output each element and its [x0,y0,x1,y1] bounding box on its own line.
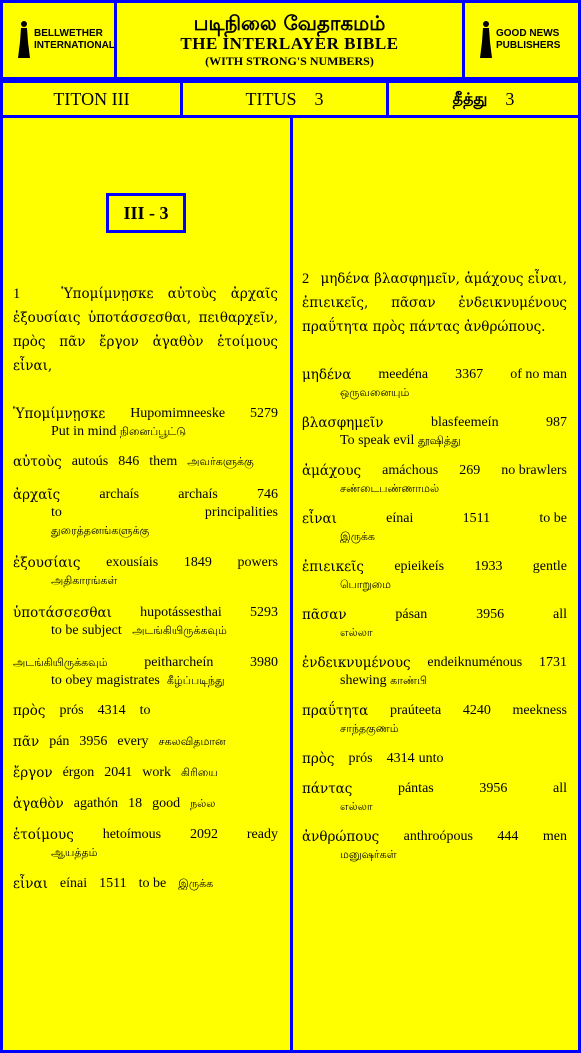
transliteration: anthroópous [403,829,473,844]
english-gloss: to [139,703,151,718]
greek-word: πάντας [302,781,353,797]
english-gloss: good [152,796,181,811]
english-gloss: them [149,454,178,469]
left-column [13,282,278,893]
transliteration: eínai [59,876,88,891]
tamil-gloss: நினைப்பூட்டு [119,425,187,438]
word-entry [302,558,567,594]
greek-word: εἶναι [302,511,337,527]
english-gloss: powers [237,555,278,570]
word-entry [302,366,567,402]
transliteration: hetoímous [102,827,162,842]
title-tamil: படிநிலை வேதாகமம் [193,11,386,35]
english-gloss: to principalities [51,505,278,520]
transliteration: amáchous [382,463,439,478]
transliteration: pán [49,734,70,749]
right-logo [462,0,581,80]
transliteration: endeiknuménous [427,655,523,670]
tamil-gloss: தூஷித்து [417,434,461,447]
greek-word: βλασφημεῖν [302,415,384,431]
ref-middle-book: TITUS [245,88,297,109]
word-entry [13,604,278,640]
tamil-gloss: மனுஷர்கள் [340,848,397,861]
strong-number: 987 [546,415,567,430]
english-gloss: all [553,607,567,622]
english-gloss: to obey magistrates [51,673,160,688]
strong-number: 4314 [386,751,415,766]
strong-number: 5279 [249,406,278,421]
transliteration: prós [59,703,84,718]
tamil-gloss: அவர்களுக்கு [187,455,254,468]
strong-number: 746 [257,487,278,502]
word-entry [13,733,278,751]
english-gloss: gentle [532,559,567,574]
tamil-gloss: இருக்க [340,530,375,543]
tamil-gloss: இருக்க [178,877,214,890]
word-entry [302,462,567,498]
strong-number: 846 [118,454,140,469]
tamil-gloss: காண்பி [390,674,427,687]
greek-word: ἐνδεικνυμένους [302,655,411,671]
tamil-gloss: துரைத்தனங்களுக்கு [51,524,150,537]
transliteration: exousíais [106,555,159,570]
greek-word: ἐξουσίαις [13,555,81,571]
tamil-gloss: ஆயத்தம் [51,846,98,859]
word-entry [13,875,278,893]
english-gloss: work [142,765,171,780]
greek-word: அடங்கியிருக்கவும் [13,656,108,669]
transliteration: autoús [71,454,109,469]
transliteration: pántas [397,781,434,796]
strong-number: 1933 [474,559,503,574]
greek-word: αὐτοὺς [13,454,62,470]
verse-2 [302,267,567,339]
word-entry [302,780,567,816]
strong-number: 1511 [462,511,491,526]
word-entry [13,654,278,690]
transliteration: praúteeta [389,703,442,718]
transliteration: pásan [395,607,428,622]
transliteration: Hupomimneeske [130,406,226,421]
english-gloss: Put in mind [51,424,117,439]
english-gloss: of no man [510,367,567,382]
english-gloss: meekness [512,703,567,718]
transliteration: peitharcheín [144,655,214,670]
greek-word: πρὸς [13,703,46,719]
greek-word: ἔργον [13,765,53,781]
transliteration: epieikeís [394,559,445,574]
english-gloss: to be [138,876,167,891]
word-entry [13,453,278,471]
word-entry [302,702,567,738]
greek-word: πᾶν [13,734,40,750]
chapter-label [106,193,186,233]
greek-word: ὑποτάσσεσθαι [13,605,112,621]
ref-left [0,80,183,118]
strong-number: 2092 [189,827,218,842]
greek-word: ἀνθρώπους [302,829,380,845]
word-entry [302,510,567,546]
word-entry [302,828,567,864]
greek-word: εἶναι [13,876,48,892]
word-entry [302,654,567,690]
title-english: THE INTERLAYER BIBLE [180,34,399,53]
tamil-gloss: சகலவிதமான [158,735,226,748]
greek-word: ἐπιεικεῖς [302,559,364,575]
left-logo [0,0,117,80]
transliteration: meedéna [378,367,429,382]
verse-number: 1 [13,286,21,302]
ref-middle-chapter: 3 [314,88,324,109]
greek-word: πᾶσαν [302,607,347,623]
left-logo-text: BELLWETHER INTERNATIONAL [34,28,115,51]
verse-1 [13,282,278,378]
strong-number: 3956 [476,607,505,622]
good-news-figure-icon [479,20,493,60]
transliteration: agathón [73,796,119,811]
greek-word: πραΰτητα [302,703,369,719]
word-entry [13,405,278,441]
verse-number: 2 [302,271,310,287]
verse-text: μηδένα βλασφημεῖν, ἀμάχους εἶναι, ἐπιεικεῖς, πᾶσαν ἐνδεικνυμένους πραΰτητα πρὸς πάντας ἀνθρώπους. [302,271,567,335]
tamil-gloss: சண்டைபண்ணாமல் [340,482,440,495]
word-entry [302,750,567,768]
ref-right [386,80,581,118]
strong-number: 4314 [97,703,126,718]
strong-number: 3367 [455,367,484,382]
transliteration: blasfeemeín [430,415,499,430]
strong-number: 3956 [479,781,508,796]
strong-number: 269 [459,463,481,478]
word-entry [13,764,278,782]
greek-word: μηδένα [302,367,352,383]
english-gloss: To speak evil [340,433,415,448]
strong-number: 4240 [462,703,491,718]
english-gloss: unto [418,751,444,766]
greek-word: πρὸς [302,751,335,767]
english-gloss: men [542,829,567,844]
tamil-gloss: பொறுமை [340,578,391,591]
ref-right-book: தீத்து [452,88,488,108]
greek-word: ἀγαθὸν [13,796,64,812]
transliteration-repeat: archaís [178,487,218,502]
title-block [114,0,465,80]
strong-number: 3956 [79,734,108,749]
english-gloss: to be [539,511,567,526]
strong-number: 1511 [99,876,127,891]
strong-number: 2041 [104,765,133,780]
word-entry [302,414,567,450]
tamil-gloss: கீழ்ப்படிந்து [166,674,225,687]
word-entry [302,606,567,642]
strong-number: 18 [128,796,143,811]
tamil-gloss: நல்ல [190,797,216,810]
word-entry [13,795,278,813]
tamil-gloss: ஒருவனையும் [340,386,410,399]
transliteration: archaís [99,487,140,502]
word-entry [13,554,278,590]
english-gloss: every [117,734,149,749]
tamil-gloss: சாந்தகுணம் [340,722,399,735]
greek-word: ἑτοίμους [13,827,74,843]
english-gloss: ready [246,827,278,842]
greek-word: Ὑπομίμνῃσκε [13,406,106,422]
strong-number: 1849 [183,555,212,570]
chapter-label-text: III - 3 [123,202,169,223]
tamil-gloss: அதிகாரங்கள் [51,574,118,587]
english-gloss: to be subject [51,623,122,638]
transliteration: hupotássesthai [140,605,222,620]
tamil-gloss: அடங்கியிருக்கவும் [132,624,227,637]
right-logo-text: GOOD NEWS PUBLISHERS [496,28,561,51]
title-subtitle: (WITH STRONG'S NUMBERS) [205,54,374,68]
ref-right-chapter: 3 [505,88,515,109]
ref-left-text: TITON III [53,88,130,109]
english-gloss: no brawlers [501,463,567,478]
ref-middle [180,80,389,118]
strong-number: 5293 [249,605,278,620]
tamil-gloss: எல்லா [340,800,373,813]
right-column [302,267,567,864]
greek-word: ἀμάχους [302,463,362,479]
strong-number: 3980 [249,655,278,670]
word-entry [13,826,278,862]
english-gloss: all [552,781,567,796]
greek-word: ἀρχαῖς [13,487,61,503]
transliteration: érgon [62,765,95,780]
english-gloss: shewing [340,673,387,688]
strong-number: 1731 [539,655,567,670]
tamil-gloss: எல்லா [340,626,373,639]
strong-number: 444 [497,829,519,844]
bellwether-figure-icon [17,20,31,60]
word-entry [13,486,278,540]
tamil-gloss: கிரியை [181,766,218,779]
verse-text: Ὑπομίμνῃσκε αὐτοὺς ἀρχαῖς ἐξουσίαις ὑποτάσσεσθαι, πειθαρχεῖν, πρὸς πᾶν ἔργον ἀγαθὸν ἑτοίμους εἶναι, [13,286,278,374]
word-entry [13,702,278,720]
transliteration: prós [348,751,373,766]
transliteration: eínai [386,511,414,526]
